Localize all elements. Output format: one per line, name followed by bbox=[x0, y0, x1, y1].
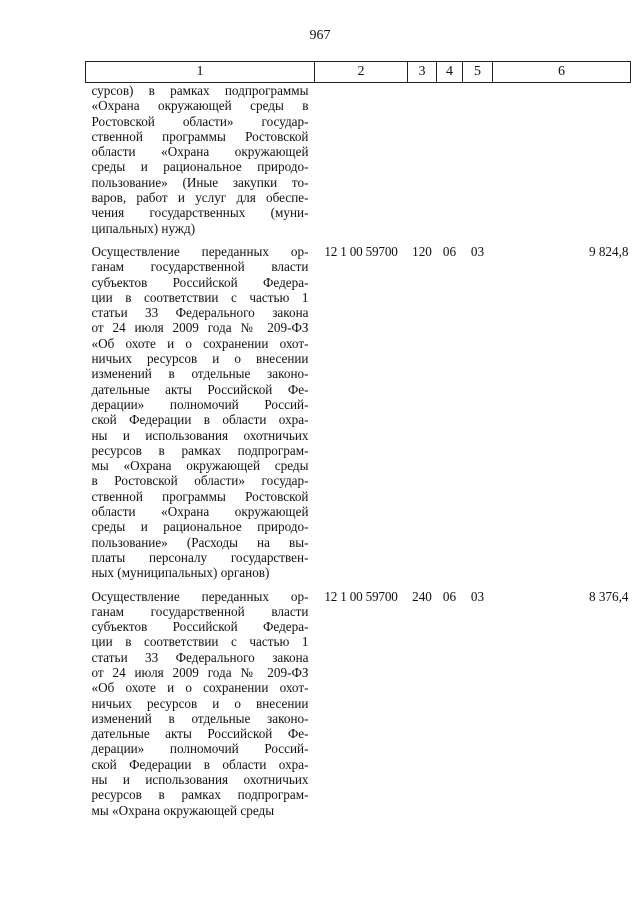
description-line: изменений в отдельные законо- bbox=[91, 710, 309, 726]
subsection-cell: 03 bbox=[470, 588, 485, 604]
table-row bbox=[86, 581, 631, 818]
description-line: ничьих ресурсов и о внесении bbox=[91, 695, 309, 711]
description-line: мы «Охрана окружающей среды bbox=[91, 802, 275, 818]
description-line: ганам государственной власти bbox=[91, 603, 309, 619]
section-cell: 06 bbox=[442, 243, 457, 259]
description-line: статьи 33 Федерального закона bbox=[91, 649, 309, 665]
description-line: ской Федерации в области охра- bbox=[91, 412, 309, 428]
header-col-4: 4 bbox=[437, 62, 463, 83]
description-line: ции в соответствии с частью 1 bbox=[91, 634, 309, 650]
row-description bbox=[86, 236, 315, 581]
target-code-cell: 12 1 00 59700 bbox=[324, 588, 398, 604]
description-line: ны и использования охотничьих bbox=[91, 427, 309, 443]
description-line: платы персоналу государствен- bbox=[91, 549, 309, 565]
description-line: изменений в отдельные законо- bbox=[91, 366, 309, 382]
page-number: 967 bbox=[309, 28, 331, 43]
section-cell bbox=[437, 83, 463, 236]
description-line: субъектов Российской Федера- bbox=[91, 274, 309, 290]
description-line: Ростовской области» государ- bbox=[91, 113, 309, 129]
description-line: статьи 33 Федерального закона bbox=[91, 305, 309, 321]
description-line: дательные акты Российской Фе- bbox=[91, 381, 309, 397]
target-code-cell bbox=[315, 83, 408, 236]
description-line: ресурсов в рамках подпрограм- bbox=[91, 442, 309, 458]
description-line: сурсов) в рамках подпрограммы bbox=[91, 83, 309, 98]
table-row bbox=[86, 83, 631, 236]
description-line: дерации» полномочий Россий- bbox=[91, 741, 309, 757]
description-line: среды и рациональное природо- bbox=[91, 159, 309, 175]
description-line: области «Охрана окружающей bbox=[91, 144, 309, 160]
description-line: ных (муниципальных) органов) bbox=[91, 565, 270, 581]
row-description bbox=[86, 581, 315, 818]
amount-cell: 8 376,4 bbox=[588, 588, 629, 604]
description-line: ципальных) нужд) bbox=[91, 220, 196, 236]
description-line: «Охрана окружающей среды в bbox=[91, 98, 309, 114]
description-line: чения государственных (муни- bbox=[91, 205, 309, 221]
amount-cell: 9 824,8 bbox=[588, 243, 629, 259]
description-line: ской Федерации в области охра- bbox=[91, 756, 309, 772]
header-col-1: 1 bbox=[86, 62, 315, 83]
expense-type-cell: 120 bbox=[412, 243, 432, 259]
description-line: «Об охоте и о сохранении охот- bbox=[91, 335, 309, 351]
description-line: от 24 июля 2009 года № 209-ФЗ bbox=[91, 320, 309, 336]
description-line: дательные акты Российской Фе- bbox=[91, 726, 309, 742]
description-line: ресурсов в рамках подпрограм- bbox=[91, 787, 309, 803]
budget-table bbox=[85, 61, 631, 818]
description-line: ственной программы Ростовской bbox=[91, 128, 309, 144]
description-line: «Об охоте и о сохранении охот- bbox=[91, 680, 309, 696]
target-code-cell: 12 1 00 59700 bbox=[324, 243, 398, 259]
row-description bbox=[86, 83, 315, 236]
description-line: ственной программы Ростовской bbox=[91, 488, 309, 504]
table-header-row bbox=[86, 62, 631, 83]
description-line: в Ростовской области» государ- bbox=[91, 473, 309, 489]
header-col-5: 5 bbox=[463, 62, 493, 83]
description-line: варов, работ и услуг для обеспе- bbox=[91, 190, 309, 206]
expense-type-cell: 240 bbox=[412, 588, 432, 604]
description-line: пользование» (Расходы на вы- bbox=[91, 534, 309, 550]
description-line: от 24 июля 2009 года № 209-ФЗ bbox=[91, 664, 309, 680]
amount-cell bbox=[493, 83, 631, 236]
description-line: дерации» полномочий Россий- bbox=[91, 396, 309, 412]
section-cell: 06 bbox=[442, 588, 457, 604]
header-col-3: 3 bbox=[408, 62, 437, 83]
subsection-cell bbox=[463, 83, 493, 236]
subsection-cell: 03 bbox=[470, 243, 485, 259]
expense-type-cell bbox=[408, 83, 437, 236]
header-col-2: 2 bbox=[315, 62, 408, 83]
description-line: среды и рациональное природо- bbox=[91, 519, 309, 535]
table-row bbox=[86, 236, 631, 581]
description-line: ции в соответствии с частью 1 bbox=[91, 289, 309, 305]
description-line: Осуществление переданных ор- bbox=[91, 588, 309, 604]
header-col-6: 6 bbox=[493, 62, 631, 83]
description-line: пользование» (Иные закупки то- bbox=[91, 174, 309, 190]
description-line: субъектов Российской Федера- bbox=[91, 619, 309, 635]
description-line: ны и использования охотничьих bbox=[91, 772, 309, 788]
description-line: области «Охрана окружающей bbox=[91, 504, 309, 520]
description-line: ганам государственной власти bbox=[91, 259, 309, 275]
description-line: ничьих ресурсов и о внесении bbox=[91, 351, 309, 367]
description-line: Осуществление переданных ор- bbox=[91, 243, 309, 259]
description-line: мы «Охрана окружающей среды bbox=[91, 458, 309, 474]
